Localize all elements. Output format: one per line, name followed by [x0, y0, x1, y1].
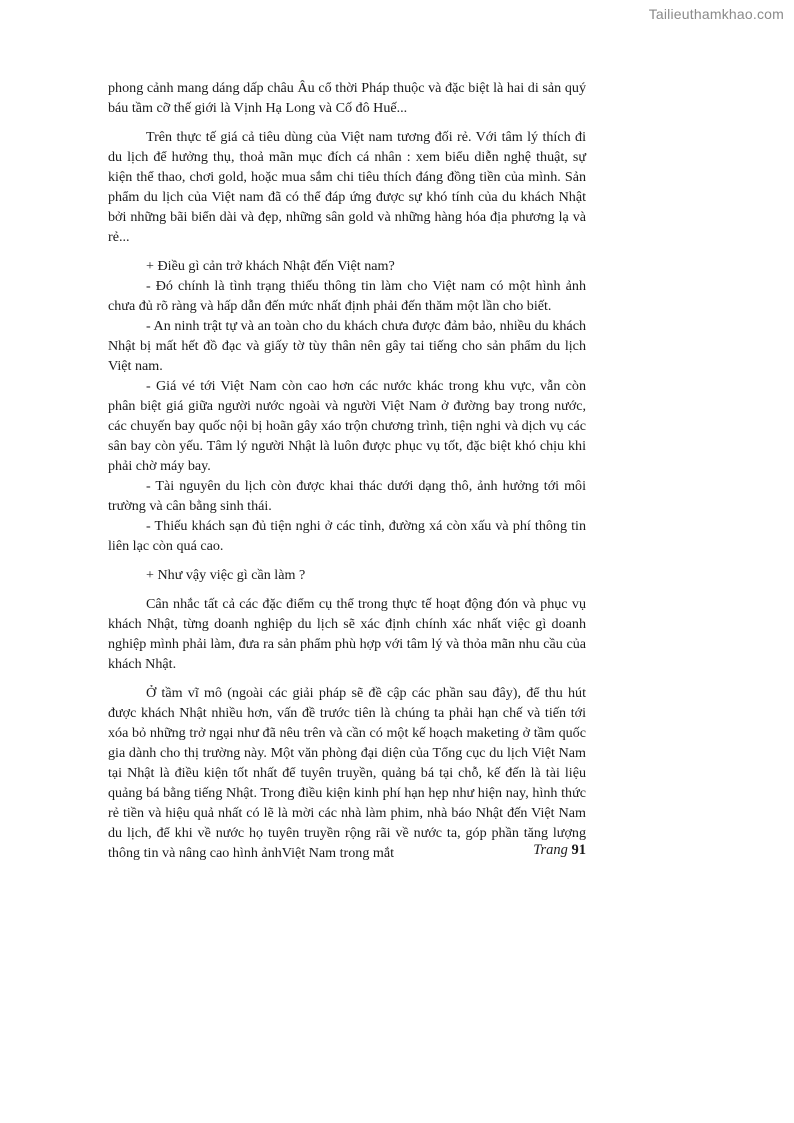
- paragraph: Trên thực tế giá cả tiêu dùng của Việt nam tương đối rẻ. Với tâm lý thích đi du lịch để hưởng thụ, thoả mãn mục đích cá nhân : xem biểu diễn nghệ thuật, sự kiện thể thao, chơi gold, hoặc mua sắm chi tiêu thích đáng đồng tiền của mình. Sản phẩm du lịch của Việt nam đã có thể đáp ứng được sự khó tính của du khách Nhật bởi những bãi biển dài và đẹp, những sân gold và những hàng hóa địa phương lạ và rẻ...: [108, 129, 586, 245]
- page-number: 91: [571, 842, 586, 858]
- list-item: - Thiếu khách sạn đủ tiện nghi ở các tỉnh, đường xá còn xấu và phí thông tin liên lạc còn quá cao.: [108, 518, 586, 554]
- paragraph: Cân nhắc tất cả các đặc điểm cụ thể trong thực tế hoạt động đón và phục vụ khách Nhật, từng doanh nghiệp du lịch sẽ xác định chính xác nhất việc gì doanh nghiệp mình phải làm, đưa ra sản phẩm phù hợp với tâm lý và thỏa mãn nhu cầu của khách Nhật.: [108, 596, 586, 672]
- list-item: - An ninh trật tự và an toàn cho du khách chưa được đảm bảo, nhiều du khách Nhật bị mất hết đồ đạc và giấy tờ tùy thân nên gây tai tiếng cho sản phẩm du lịch Việt nam.: [108, 318, 586, 374]
- list-item: - Tài nguyên du lịch còn được khai thác dưới dạng thô, ảnh hưởng tới môi trường và cân bằng sinh thái.: [108, 478, 586, 514]
- page-label: Trang: [533, 842, 568, 858]
- list-item: - Đó chính là tình trạng thiếu thông tin làm cho Việt nam có một hình ảnh chưa đủ rõ ràng và hấp dẫn đến mức nhất định phải đến thăm một lần cho biết.: [108, 278, 586, 314]
- watermark: Tailieuthamkhao.com: [648, 6, 784, 22]
- paragraph: Ở tầm vĩ mô (ngoài các giải pháp sẽ đề cập các phần sau đây), để thu hút được khách Nhật nhiều hơn, vấn đề trước tiên là chúng ta phải hạn chế và tiến tới xóa bỏ những trở ngại như đã nêu trên và cần có một kế hoạch maketing ở tầm quốc gia dành cho thị trường này. Một văn phòng đại diện của Tổng cục du lịch Việt Nam tại Nhật là điều kiện tốt nhất để tuyên truyền, quảng bá tại chỗ, kế đến là tài liệu quảng bá bằng tiếng Nhật. Trong điều kiện kinh phí hạn hẹp như hiện nay, hình thức rẻ tiền và hiệu quả nhất có lẽ là mời các nhà làm phim, nhà báo Nhật đến Việt Nam du lịch, để khi về nước họ tuyên truyền rộng rãi về nước ta, góp phần tăng lượng thông tin và nâng cao hình ảnhViệt Nam trong mắt: [108, 685, 586, 861]
- page-body: [108, 78, 586, 863]
- section-question: + Như vậy việc gì cần làm ?: [146, 567, 306, 583]
- page-footer: [108, 842, 586, 859]
- section-question: + Điều gì cản trở khách Nhật đến Việt nam?: [146, 258, 395, 274]
- list-item: - Giá vé tới Việt Nam còn cao hơn các nước khác trong khu vực, vẫn còn phân biệt giá giữa người nước ngoài và người Việt Nam ở đường bay trong nước, các chuyến bay quốc nội bị hoãn gây xáo trộn chương trình, tiện nghi và dịch vụ các sân bay còn yếu. Tâm lý người Nhật là luôn được phục vụ tốt, đặc biệt khó chịu khi phải chờ máy bay.: [108, 378, 586, 474]
- paragraph: phong cảnh mang dáng dấp châu Âu cổ thời Pháp thuộc và đặc biệt là hai di sản quý báu tầm cỡ thế giới là Vịnh Hạ Long và Cố đô Huế...: [108, 80, 586, 116]
